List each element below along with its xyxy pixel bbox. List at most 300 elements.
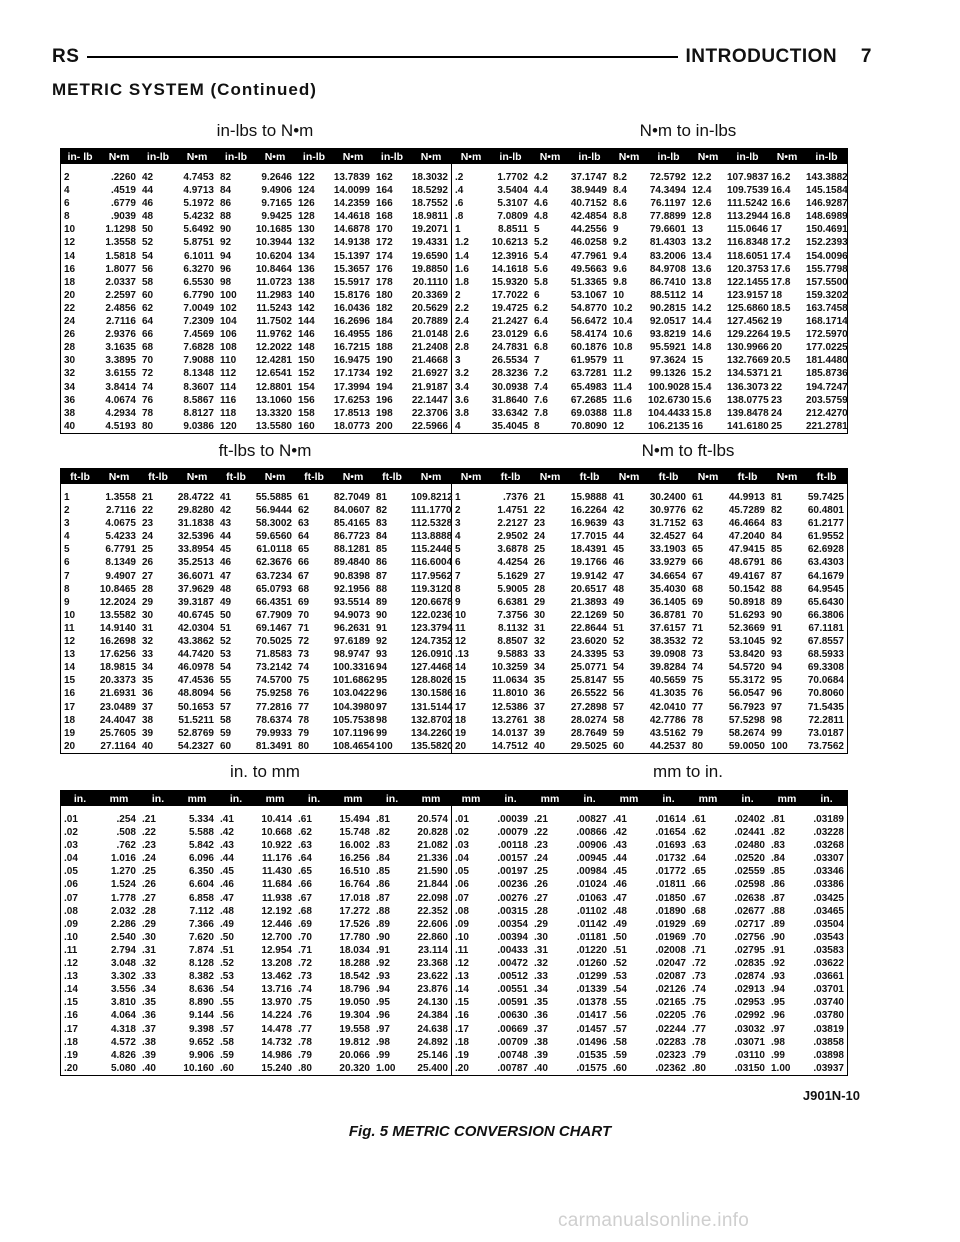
table-cell: 40: [534, 740, 546, 752]
table-cell: 11: [64, 622, 75, 634]
table-cell: 109.8212: [411, 492, 453, 503]
ftlbs-left-header-cell: N•m: [264, 470, 286, 483]
table-cell: .01417: [576, 1010, 607, 1022]
table-cell: 23.368: [417, 958, 448, 970]
ftlbs-right-header-cell: ft-lb: [737, 470, 758, 483]
inlbs-left-table: [60, 148, 452, 434]
table-cell: 12.700: [261, 931, 292, 943]
ftlbs-left-column: [333, 491, 373, 753]
table-cell: .84: [376, 853, 390, 865]
table-cell: 21.082: [417, 840, 448, 852]
table-cell: 24.4047: [99, 714, 136, 726]
table-cell: 38: [142, 714, 154, 726]
table-cell: .77: [298, 1023, 312, 1035]
table-cell: 182: [376, 302, 393, 314]
table-cell: 55: [220, 675, 232, 687]
table-cell: .59: [220, 1049, 234, 1061]
table-cell: .02953: [734, 997, 765, 1009]
table-cell: 11.0634: [492, 675, 528, 687]
table-cell: 5.8: [534, 276, 548, 288]
table-cell: 13.5580: [255, 420, 292, 432]
table-cell: 53.1067: [570, 289, 607, 301]
table-cell: 17.018: [339, 892, 370, 904]
table-cell: 2.0337: [105, 276, 136, 288]
table-cell: .72: [298, 958, 312, 970]
table-cell: 66: [692, 557, 704, 569]
table-cell: 16: [692, 420, 704, 432]
table-cell: 4: [455, 420, 461, 432]
table-cell: .78: [298, 1036, 312, 1048]
table-cell: 10: [613, 289, 625, 301]
table-cell: 58: [220, 714, 232, 726]
table-cell: .01693: [655, 840, 686, 852]
table-cell: 14.732: [261, 1036, 292, 1048]
table-cell: 86: [220, 198, 232, 210]
table-cell: .17: [455, 1023, 469, 1035]
table-cell: 83: [376, 518, 388, 530]
inlbs-left-header-cell: in-lb: [380, 150, 404, 163]
inlbs-left-column: [177, 171, 217, 433]
table-cell: 168.1714: [806, 316, 848, 328]
table-cell: .01969: [655, 931, 686, 943]
table-cell: 10.160: [183, 1062, 214, 1074]
mm-right-header-cell: in.: [583, 792, 596, 805]
mm-left-header-cell: mm: [421, 792, 441, 805]
table-cell: .02677: [734, 905, 765, 917]
table-cell: 93.8219: [649, 329, 686, 341]
table-cell: 8.636: [188, 984, 214, 996]
table-cell: 19.5: [771, 329, 791, 341]
table-cell: 5.8751: [183, 237, 214, 249]
table-cell: 20.7889: [411, 316, 448, 328]
page-header: [52, 44, 872, 70]
mm-left-column: [411, 813, 451, 1075]
table-cell: .00197: [497, 866, 528, 878]
table-cell: 106: [220, 329, 237, 341]
header-right: INTRODUCTION 7: [685, 46, 872, 67]
table-cell: 25: [534, 544, 546, 556]
table-cell: .37: [142, 1023, 156, 1035]
table-cell: 134: [298, 250, 315, 262]
table-cell: 12: [64, 237, 76, 249]
table-cell: .71: [298, 944, 312, 956]
table-cell: 5.2: [534, 237, 548, 249]
table-cell: .14: [455, 984, 469, 996]
table-cell: 51.6293: [728, 609, 765, 621]
table-cell: .02: [455, 827, 469, 839]
table-cell: 24: [64, 316, 76, 328]
table-cell: 159.3202: [806, 289, 848, 301]
table-cell: .21: [534, 814, 548, 825]
table-cell: 1.4751: [497, 505, 528, 517]
table-cell: 21: [142, 492, 154, 503]
table-cell: 55.3172: [728, 675, 765, 687]
table-cell: .01260: [576, 958, 607, 970]
table-cell: 93: [376, 649, 388, 661]
table-cell: 42: [220, 505, 232, 517]
table-cell: 106.2135: [648, 420, 690, 432]
table-cell: 2.8: [455, 342, 469, 354]
table-cell: 186: [376, 329, 393, 341]
table-cell: 68: [142, 342, 154, 354]
table-cell: .03465: [813, 905, 844, 917]
table-cell: .03307: [813, 853, 844, 865]
table-cell: 72: [298, 636, 310, 648]
table-cell: 13: [64, 649, 76, 661]
inlbs-left-header-cell: N•m: [420, 150, 442, 163]
table-cell: .2260: [110, 172, 136, 183]
table-cell: 46.0258: [570, 237, 607, 249]
table-cell: 9.0386: [183, 420, 214, 432]
table-cell: 47: [613, 570, 625, 582]
mm-left-column: [333, 813, 373, 1075]
table-cell: 74.5700: [255, 675, 292, 687]
table-cell: 170: [376, 224, 393, 236]
table-cell: .02008: [655, 944, 686, 956]
table-cell: 15.1397: [333, 250, 370, 262]
table-cell: 4.8: [534, 211, 548, 223]
table-cell: .02992: [734, 1010, 765, 1022]
table-cell: 1.524: [110, 879, 136, 891]
table-cell: 96: [376, 688, 388, 700]
table-cell: 20.320: [339, 1062, 370, 1074]
table-cell: .02126: [655, 984, 686, 996]
table-cell: 86.7410: [649, 276, 686, 288]
table-cell: 17.7015: [570, 531, 607, 543]
table-cell: 46: [142, 198, 154, 210]
table-cell: 212.4270: [806, 407, 848, 419]
table-cell: 122.1455: [727, 276, 769, 288]
table-cell: .12: [64, 958, 78, 970]
table-cell: 57: [613, 701, 625, 713]
table-cell: .62: [692, 827, 706, 839]
table-cell: .24: [534, 853, 548, 865]
table-cell: 11.7502: [256, 316, 292, 328]
table-cell: .00709: [497, 1036, 528, 1048]
table-cell: 15.494: [339, 814, 370, 825]
table-cell: 92: [376, 636, 388, 648]
table-cell: 64: [142, 316, 154, 328]
table-cell: .00472: [497, 958, 528, 970]
table-cell: 7: [64, 570, 70, 582]
table-cell: 4.2: [534, 172, 548, 183]
ftlbs-right-header-cell: N•m: [776, 470, 798, 483]
table-cell: 8.382: [188, 971, 214, 983]
table-cell: 12.6541: [255, 368, 292, 380]
table-cell: 3: [455, 355, 461, 367]
table-cell: 1.8: [455, 276, 469, 288]
table-cell: .06: [64, 879, 78, 891]
table-cell: 67: [692, 570, 704, 582]
table-cell: 129.2264: [727, 329, 769, 341]
table-cell: 49: [613, 596, 625, 608]
table-cell: .98: [771, 1036, 785, 1048]
table-cell: .90: [376, 931, 390, 943]
table-cell: .30: [534, 931, 548, 943]
table-cell: 65.0793: [255, 583, 292, 595]
table-cell: 66: [142, 329, 154, 341]
table-cell: .06: [455, 879, 469, 891]
table-cell: .03740: [813, 997, 844, 1009]
table-cell: 115.2446: [411, 544, 453, 556]
mm-left-column: [255, 813, 295, 1075]
inlbs-right-column: [490, 171, 531, 433]
table-cell: .02913: [734, 984, 765, 996]
table-cell: 9: [64, 596, 70, 608]
table-cell: 2: [455, 505, 461, 517]
table-cell: .95: [771, 997, 785, 1009]
table-cell: 5: [534, 224, 540, 236]
mm-right-header-cell: in.: [820, 792, 833, 805]
table-cell: 26.5534: [491, 355, 528, 367]
table-cell: 51.3365: [570, 276, 607, 288]
table-cell: 62: [692, 505, 704, 517]
table-cell: 76: [692, 688, 704, 700]
table-cell: 31: [534, 622, 546, 634]
mm-left-table: [60, 790, 452, 1076]
table-cell: 5.080: [110, 1062, 136, 1074]
table-cell: .02441: [734, 827, 765, 839]
table-cell: 27.2898: [570, 701, 607, 713]
table-cell: 78: [298, 714, 310, 726]
table-cell: 17: [455, 701, 467, 713]
table-cell: .91: [376, 944, 390, 956]
section-title: METRIC SYSTEM (Continued): [52, 80, 317, 99]
table-cell: .01535: [576, 1049, 607, 1061]
table-cell: 41.3035: [649, 688, 686, 700]
table-cell: 88.1281: [333, 544, 370, 556]
table-cell: 9.7165: [261, 198, 292, 210]
table-cell: 16.2698: [99, 636, 136, 648]
table-cell: .28: [534, 905, 548, 917]
table-cell: 20: [455, 740, 467, 752]
table-cell: 7.2: [534, 368, 548, 380]
table-cell: 7.366: [188, 918, 214, 930]
table-cell: 19.8850: [411, 263, 448, 275]
table-cell: 176: [376, 263, 393, 275]
table-cell: .05: [64, 866, 78, 878]
table-cell: .57: [613, 1023, 627, 1035]
ftlbs-left-header-cell: ft-lb: [70, 470, 90, 483]
table-cell: 8.6: [613, 198, 627, 210]
table-cell: .02165: [655, 997, 686, 1009]
inlbs-right-header-cell: in-lb: [657, 150, 680, 163]
table-cell: 94: [220, 250, 232, 262]
table-cell: 139.8478: [727, 407, 769, 419]
table-cell: .16: [64, 1010, 78, 1022]
table-cell: .78: [692, 1036, 706, 1048]
inlbs-right-column: [531, 171, 569, 433]
table-cell: 53.8420: [728, 649, 765, 661]
table-cell: 143.3882: [806, 172, 848, 183]
table-cell: 67.2685: [570, 394, 607, 406]
table-cell: .00551: [497, 984, 528, 996]
table-cell: .03071: [734, 1036, 765, 1048]
table-cell: 3.810: [110, 997, 136, 1009]
table-cell: .65: [298, 866, 312, 878]
table-cell: 14.4618: [333, 211, 370, 223]
table-cell: .54: [613, 984, 627, 996]
table-cell: 33.8954: [177, 544, 214, 556]
table-cell: 18.7552: [411, 198, 448, 210]
table-cell: .11: [455, 944, 469, 956]
table-cell: 9.4: [613, 250, 627, 262]
table-cell: 15.8176: [333, 289, 370, 301]
table-cell: 69.0388: [570, 407, 607, 419]
table-cell: 53: [220, 649, 232, 661]
table-cell: .88: [376, 905, 390, 917]
table-cell: 31.1838: [177, 518, 214, 530]
table-cell: .02638: [734, 892, 765, 904]
table-cell: .2: [455, 172, 464, 183]
table-cell: 37.6157: [649, 622, 686, 634]
table-cell: 12.3916: [491, 250, 528, 262]
table-cell: .89: [771, 918, 785, 930]
table-cell: .23: [534, 840, 548, 852]
table-cell: 117.9562: [411, 570, 453, 582]
table-cell: 100: [771, 740, 788, 752]
table-cell: 28.0274: [570, 714, 607, 726]
table-cell: 39: [142, 727, 154, 739]
table-cell: 56: [613, 688, 625, 700]
table-cell: 31.8640: [491, 394, 528, 406]
table-cell: 122.0236: [411, 609, 453, 621]
table-cell: 79.6601: [649, 224, 686, 236]
table-cell: .77: [692, 1023, 706, 1035]
table-cell: 15: [64, 675, 76, 687]
inlbs-right-column: [727, 171, 768, 433]
figure-caption: Fig. 5 METRIC CONVERSION CHART: [348, 1123, 612, 1140]
table-cell: .67: [692, 892, 706, 904]
table-cell: 130.9966: [727, 342, 769, 354]
table-cell: 54.2327: [177, 740, 214, 752]
table-cell: 19.1766: [570, 557, 607, 569]
table-cell: 22: [534, 505, 546, 517]
table-cell: 74: [298, 662, 310, 674]
table-cell: 12: [613, 420, 625, 432]
table-cell: 69: [298, 596, 310, 608]
table-cell: .28: [142, 905, 156, 917]
table-cell: 16.2: [771, 172, 791, 183]
table-cell: 43.5162: [649, 727, 686, 739]
table-cell: 48.8094: [177, 688, 214, 700]
table-cell: 12: [64, 636, 76, 648]
table-cell: 14.986: [261, 1049, 292, 1061]
table-cell: 132: [298, 237, 315, 249]
table-cell: 9.6: [613, 263, 627, 275]
table-cell: .01929: [655, 918, 686, 930]
table-cell: 13.8: [692, 276, 712, 288]
ftlbs-right-header-cell: ft-lb: [658, 470, 679, 483]
table-cell: 6.3270: [183, 263, 214, 275]
table-cell: 7.112: [189, 905, 214, 917]
table-cell: 3.302: [110, 971, 136, 983]
table-cell: .00512: [497, 971, 528, 983]
table-cell: 118: [220, 407, 237, 419]
table-cell: 16.8: [771, 211, 791, 223]
table-cell: .00079: [497, 827, 528, 839]
mm-left-column: [217, 813, 255, 1075]
table-cell: 74: [142, 381, 154, 393]
table-cell: .9039: [110, 211, 136, 223]
table-cell: .76: [692, 1010, 706, 1022]
table-cell: .48: [613, 905, 627, 917]
table-cell: .99: [771, 1049, 785, 1061]
table-cell: 90: [376, 609, 388, 621]
mm-right-column: [689, 813, 727, 1075]
table-cell: .32: [534, 958, 548, 970]
table-cell: 23.6020: [570, 636, 607, 648]
mm-left-column: [177, 813, 217, 1075]
table-cell: .51: [613, 944, 627, 956]
table-cell: 32.5396: [177, 531, 214, 543]
table-cell: 6.4: [534, 316, 548, 328]
table-cell: 150.4691: [806, 224, 848, 236]
table-cell: 81: [771, 492, 783, 503]
table-cell: 109.7539: [727, 185, 769, 197]
table-cell: 14.9138: [333, 237, 370, 249]
table-cell: 162: [376, 172, 393, 183]
header-left: RS: [52, 46, 80, 67]
mm-right-column: [806, 813, 847, 1075]
table-cell: 21.2427: [491, 316, 528, 328]
table-cell: 34: [142, 662, 154, 674]
table-cell: 50.1653: [177, 701, 214, 713]
table-cell: .92: [376, 958, 390, 970]
table-cell: .02835: [734, 958, 765, 970]
table-cell: 3.6878: [497, 544, 528, 556]
table-cell: 19: [455, 727, 467, 739]
table-cell: .93: [376, 971, 390, 983]
table-cell: 144: [298, 316, 315, 328]
table-cell: .00157: [497, 853, 528, 865]
table-cell: .36: [142, 1010, 156, 1022]
ftlbs-right-header-cell: N•m: [697, 470, 719, 483]
table-cell: .07: [455, 892, 469, 904]
table-cell: 28: [534, 583, 546, 595]
table-cell: .96: [376, 1010, 390, 1022]
table-cell: 22: [64, 302, 76, 314]
table-cell: .41: [613, 814, 627, 825]
table-cell: 8.8: [613, 211, 627, 223]
table-cell: 46: [613, 557, 625, 569]
table-cell: 16.2264: [570, 505, 607, 517]
table-cell: 10.8464: [255, 263, 292, 275]
table-cell: 196: [376, 394, 393, 406]
table-cell: 4.7453: [183, 172, 214, 183]
table-cell: 71: [692, 622, 704, 634]
table-cell: .01811: [655, 879, 686, 891]
table-cell: 68: [298, 583, 310, 595]
table-cell: 94: [376, 662, 388, 674]
table-cell: 9.9425: [261, 211, 292, 223]
table-cell: 87: [771, 570, 783, 582]
table-cell: 20: [64, 740, 76, 752]
table-cell: .69: [298, 918, 312, 930]
table-cell: 4.5193: [105, 420, 136, 432]
table-cell: 79: [298, 727, 310, 739]
table-cell: 82.7049: [333, 492, 370, 503]
table-cell: .32: [142, 958, 156, 970]
table-cell: 136.3073: [727, 381, 769, 393]
table-cell: 2.032: [110, 905, 136, 917]
table-cell: .92: [771, 958, 785, 970]
table-cell: 102.6730: [648, 394, 690, 406]
table-cell: 15: [455, 675, 467, 687]
table-cell: 89: [376, 596, 388, 608]
table-cell: .73: [298, 971, 312, 983]
table-cell: 56.6472: [570, 316, 607, 328]
